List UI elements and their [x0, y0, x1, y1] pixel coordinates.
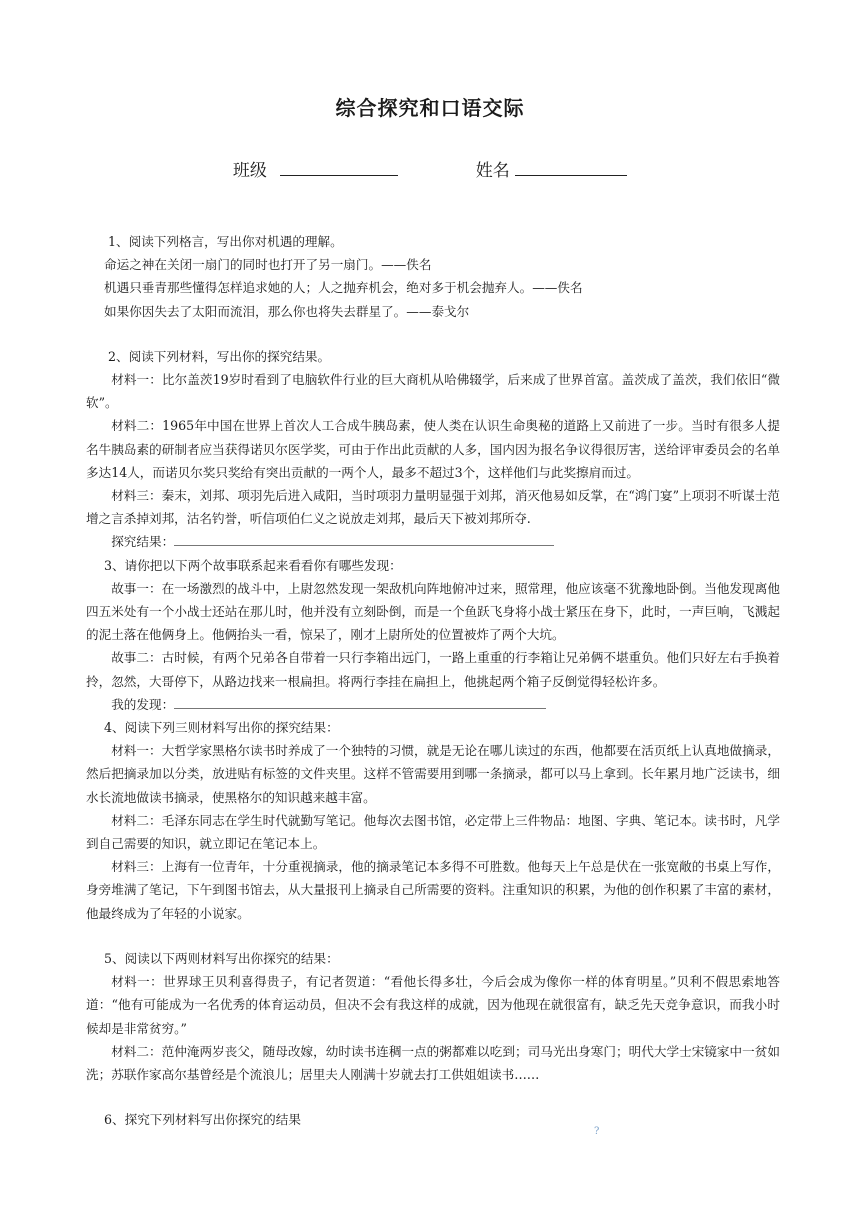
- question-2-prompt: 2、阅读下列材料，写出你的探究结果。: [108, 348, 331, 364]
- question-6-prompt: 6、探究下列材料写出你探究的结果: [104, 1112, 301, 1128]
- name-label: 姓名: [475, 161, 510, 181]
- name-input-line[interactable]: [515, 157, 627, 176]
- q2-answer-label: 探究结果：: [111, 534, 175, 550]
- worksheet-content: [86, 230, 780, 1131]
- page-number: ?: [594, 1126, 600, 1137]
- q3-answer-line[interactable]: [174, 694, 546, 709]
- q2-material-3: 材料三：秦末，刘邦、项羽先后进入咸阳，当时项羽力量明显强于刘邦，消灭他易如反掌，在“鸿门宴”上项羽不听谋士范增之言杀掉刘邦，沽名钓誉，听信项伯仁义之说放走刘邦，最后天下被刘邦所夺.: [86, 488, 780, 527]
- q2-material-1: 材料一：比尔盖茨19岁时看到了电脑软件行业的巨大商机从哈佛辍学，后来成了世界首富。盖茨成了盖茨，我们依旧“微软”。: [86, 372, 780, 411]
- q4-material-3: 材料三：上海有一位青年，十分重视摘录，他的摘录笔记本多得不可胜数。他每天上午总是伏在一张宽敞的书桌上写作，身旁堆满了笔记，下午到图书馆去，从大量报刊上摘录自己所需要的资料。注重知识的积累，为他的创作积累了丰富的素材，他最终成为了年轻的小说家。: [86, 859, 780, 921]
- q1-quote-3: 如果你因失去了太阳而流泪，那么你也将失去群星了。——泰戈尔: [104, 303, 470, 319]
- q3-story-2: 故事二：古时候，有两个兄弟各自带着一只行李箱出远门，一路上重重的行李箱让兄弟俩不堪重负。他们只好左右手换着拎，忽然，大哥停下，从路边找来一根扁担。将两行李挂在扁担上，他挑起两个箱子反倒觉得轻松许多。: [86, 650, 780, 689]
- question-1-prompt: 1、阅读下列格言，写出你对机遇的理解。: [108, 234, 343, 249]
- q3-answer-row: [86, 693, 780, 716]
- q2-answer-row: [86, 530, 780, 553]
- q2-answer-line[interactable]: [174, 531, 554, 546]
- q4-material-2: 材料二：毛泽东同志在学生时代就勤写笔记。他每次去图书馆，必定带上三件物品：地图、字典、笔记本。读书时，凡学到自己需要的知识，就立即记在笔记本上。: [86, 812, 780, 852]
- q1-quote-1: 命运之神在关闭一扇门的同时也打开了另一扇门。——佚名: [104, 257, 432, 273]
- question-5-prompt: 5、阅读以下两则材料写出你探究的结果：: [104, 950, 339, 966]
- q5-material-1: 材料一：世界球王贝利喜得贵子，有记者贺道：“看他长得多壮，今后会成为像你一样的体育明星。”贝利不假思索地答道：“他有可能成为一名优秀的体育运动员，但决不会有我这样的成就，因为他现在就很富有，缺乏先天竞争意识，而我小时候却是非常贫穷。”: [86, 974, 780, 1036]
- class-label: 班级: [232, 161, 267, 181]
- q4-material-1: 材料一：大哲学家黑格尔读书时养成了一个独特的习惯，就是无论在哪儿读过的东西，他都要在活页纸上认真地做摘录，然后把摘录加以分类，放进贴有标签的文件夹里。这样不管需要用到哪一条摘录，都可以马上拿到。长年累月地广泛读书，细水长流地做读书摘录，使黑格尔的知识越来越丰富。: [86, 743, 780, 805]
- q5-material-2: 材料二：范仲淹两岁丧父，随母改嫁，幼时读书连稠一点的粥都难以吃到；司马光出身寒门；明代大学士宋镜家中一贫如洗；苏联作家高尔基曾经是个流浪儿；居里夫人刚满十岁就去打工供姐姐读书……: [86, 1043, 780, 1082]
- q2-material-2: 材料二：1965年中国在世界上首次人工合成牛胰岛素，使人类在认识生命奥秘的道路上又前进了一步。当时有很多人提名牛胰岛素的研制者应当获得诺贝尔医学奖，可由于作出此贡献的人多，国内因为报名争议得很厉害，送给评审委员会的名单多达14人，而诺贝尔奖只奖给有突出贡献的一两个人，最多不超过3个，这样他们与此奖擦肩而过。: [86, 418, 780, 480]
- question-4-prompt: 4、阅读下列三则材料写出你的探究结果：: [104, 720, 339, 736]
- q3-story-1: 故事一：在一场激烈的战斗中，上尉忽然发现一架敌机向阵地俯冲过来，照常理，他应该毫不犹豫地卧倒。当他发现离他四五米处有一个小战士还站在那儿时，他并没有立刻卧倒，而是一个鱼跃飞身将小战士紧压在身下，此时，一声巨响，飞溅起的泥土落在他俩身上。他俩抬头一看，惊呆了，刚才上尉所处的位置被炸了两个大坑。: [86, 580, 780, 643]
- question-3-prompt: 3、请你把以下两个故事联系起来看看你有哪些发现：: [104, 557, 402, 573]
- class-input-line[interactable]: [280, 157, 398, 176]
- q1-quote-2: 机遇只垂青那些懂得怎样追求她的人；人之抛弃机会，绝对多于机会抛弃人。——佚名: [104, 280, 583, 296]
- student-info-line: [0, 156, 860, 181]
- page-title: 综合探究和口语交际: [335, 96, 525, 120]
- q3-answer-label: 我的发现：: [111, 696, 175, 712]
